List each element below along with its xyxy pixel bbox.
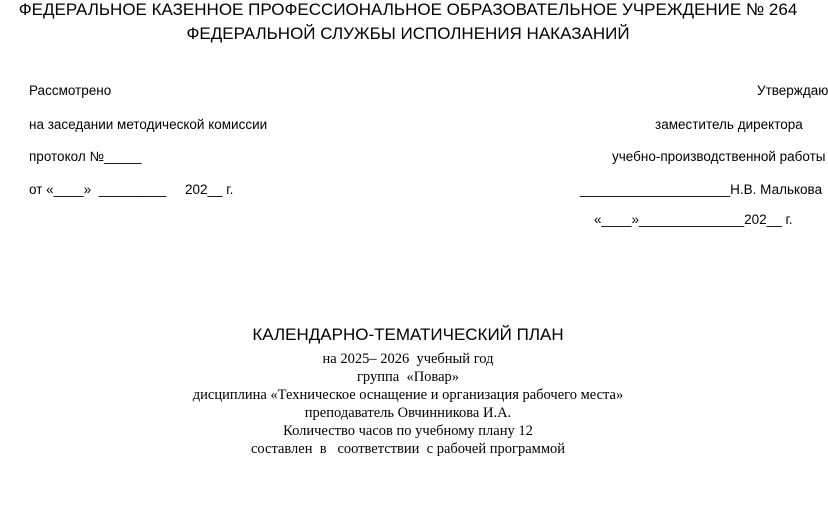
plan-academic-year: на 2025– 2026 учебный год (322, 351, 494, 367)
approved-date: «____»______________202__ г. (594, 212, 793, 227)
plan-title: КАЛЕНДАРНО-ТЕМАТИЧЕСКИЙ ПЛАН (252, 325, 564, 344)
approved-position-line-2: учебно-производственной работы (612, 149, 826, 164)
institution-name-line-1: ФЕДЕРАЛЬНОЕ КАЗЕННОЕ ПРОФЕССИОНАЛЬНОЕ ОБРАЗОВАТЕЛЬНОЕ УЧРЕЖДЕНИЕ № 264 (18, 0, 798, 19)
approved-signature-line: ____________________Н.В. Малькова (580, 182, 823, 197)
plan-group: группа «Повар» (356, 369, 460, 385)
considered-date: от «____» _________ 202__ г. (29, 182, 234, 197)
considered-protocol: протокол №_____ (29, 149, 142, 164)
plan-compiled-note: составлен в соответствии с рабочей программой (250, 441, 566, 457)
considered-committee: на заседании методической комиссии (29, 117, 268, 132)
plan-teacher: преподаватель Овчинникова И.А. (304, 405, 512, 421)
approved-title: Утверждаю (757, 83, 828, 98)
plan-hours: Количество часов по учебному плану 12 (283, 423, 533, 439)
approved-position-line-1: заместитель директора (655, 117, 803, 132)
institution-name-line-2: ФЕДЕРАЛЬНОЙ СЛУЖБЫ ИСПОЛНЕНИЯ НАКАЗАНИЙ (186, 24, 630, 43)
plan-discipline: дисциплина «Техническое оснащение и организация рабочего места» (192, 387, 624, 403)
considered-title: Рассмотрено (29, 83, 112, 98)
